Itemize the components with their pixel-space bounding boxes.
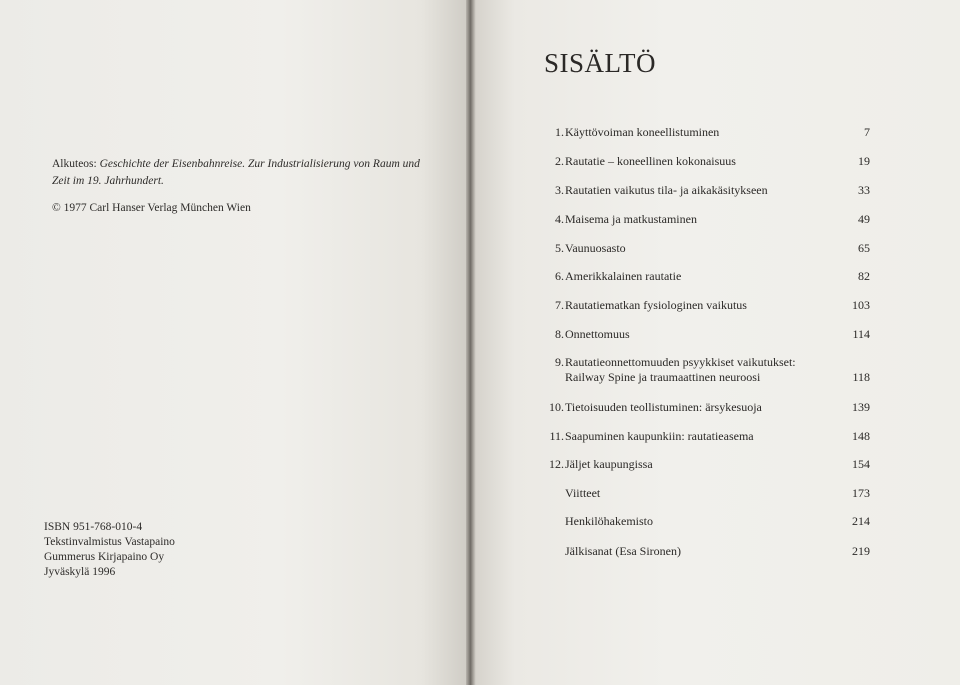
- toc-entry-page: 139: [852, 400, 870, 414]
- toc-entry: [540, 355, 870, 387]
- show-through-decoration: [130, 112, 136, 138]
- toc-entry-title: Saapuminen kaupunkiin: rautatieasema: [565, 429, 754, 443]
- toc-entry-title: Amerikkalainen rautatie: [565, 269, 682, 283]
- toc-entry-page: 173: [852, 486, 870, 500]
- right-page: [476, 0, 960, 685]
- toc-entry-title-continued: Railway Spine ja traumaattinen neuroosi: [565, 370, 761, 384]
- toc-entry-title: Onnettomuus: [565, 327, 630, 341]
- toc-entry-title: Viitteet: [565, 486, 601, 500]
- toc-entry-page: 19: [858, 154, 870, 168]
- toc-entry-number: 3.: [555, 183, 564, 197]
- toc-entry-number: 9.: [555, 355, 564, 369]
- toc-entry-title: Käyttövoiman koneellistuminen: [565, 125, 720, 139]
- toc-entry-title: Maisema ja matkustaminen: [565, 212, 697, 226]
- toc-entry-title: Rautatie – koneellinen kokonaisuus: [565, 154, 736, 168]
- toc-entry-title: Henkilöhakemisto: [565, 514, 653, 528]
- toc-entry-number: 2.: [555, 154, 564, 168]
- typesetting-line: Tekstinvalmistus Vastapaino: [44, 536, 175, 548]
- toc-entry-page: 7: [864, 125, 870, 139]
- toc-entry-number: 7.: [555, 298, 564, 312]
- toc-entry-title: Jäljet kaupungissa: [565, 457, 653, 471]
- toc-entry-number: 8.: [555, 327, 564, 341]
- toc-entry-page: 33: [858, 183, 870, 197]
- toc-entry-title: Jälkisanat (Esa Sironen): [565, 544, 681, 558]
- toc-entry-page: 154: [852, 457, 870, 471]
- toc-entry-page: 114: [852, 327, 870, 341]
- toc-entry-number: 12.: [549, 457, 564, 471]
- printer-line: Gummerus Kirjapaino Oy: [44, 551, 165, 563]
- toc-entry-title: Rautatieonnettomuuden psyykkiset vaikutukset:: [565, 355, 796, 369]
- original-title-note: [52, 156, 422, 190]
- toc-entry-number: 10.: [549, 400, 564, 414]
- toc-entry-page: 219: [852, 544, 870, 558]
- book-gutter: [466, 0, 476, 685]
- imprint-block: [44, 520, 244, 580]
- toc-entry-page: 103: [852, 298, 870, 312]
- copyright-line: © 1977 Carl Hanser Verlag München Wien: [52, 202, 251, 214]
- toc-entry-page: 118: [852, 370, 870, 384]
- toc-entry-page: 148: [852, 429, 870, 443]
- toc-entry-number: 11.: [549, 429, 564, 443]
- toc-entry-number: 1.: [555, 125, 564, 139]
- left-page: [0, 0, 468, 685]
- toc-entry-page: 49: [858, 212, 870, 226]
- toc-entry-title: Rautatien vaikutus tila- ja aikakäsitykseen: [565, 183, 768, 197]
- original-title: Geschichte der Eisenbahnreise. Zur Industrialisierung von Raum und Zeit im 19. Jahrhundert.: [52, 158, 420, 187]
- toc-entry-page: 82: [858, 269, 870, 283]
- toc-entry-title: Rautatiematkan fysiologinen vaikutus: [565, 298, 747, 312]
- place-year-line: Jyväskylä 1996: [44, 566, 116, 578]
- original-title-prefix: Alkuteos:: [52, 158, 100, 170]
- toc-entry-title: Vaunuosasto: [565, 241, 626, 255]
- toc-entry-page: 214: [852, 514, 870, 528]
- toc-entry-number: 6.: [555, 269, 564, 283]
- toc-entry-number: 5.: [555, 241, 564, 255]
- isbn-line: ISBN 951-768-010-4: [44, 521, 143, 533]
- toc-entry-title: Tietoisuuden teollistuminen: ärsykesuoja: [565, 400, 762, 414]
- toc-title: SISÄLTÖ: [544, 48, 657, 78]
- toc-entry-number: 4.: [555, 212, 564, 226]
- toc-entry-page: 65: [858, 241, 870, 255]
